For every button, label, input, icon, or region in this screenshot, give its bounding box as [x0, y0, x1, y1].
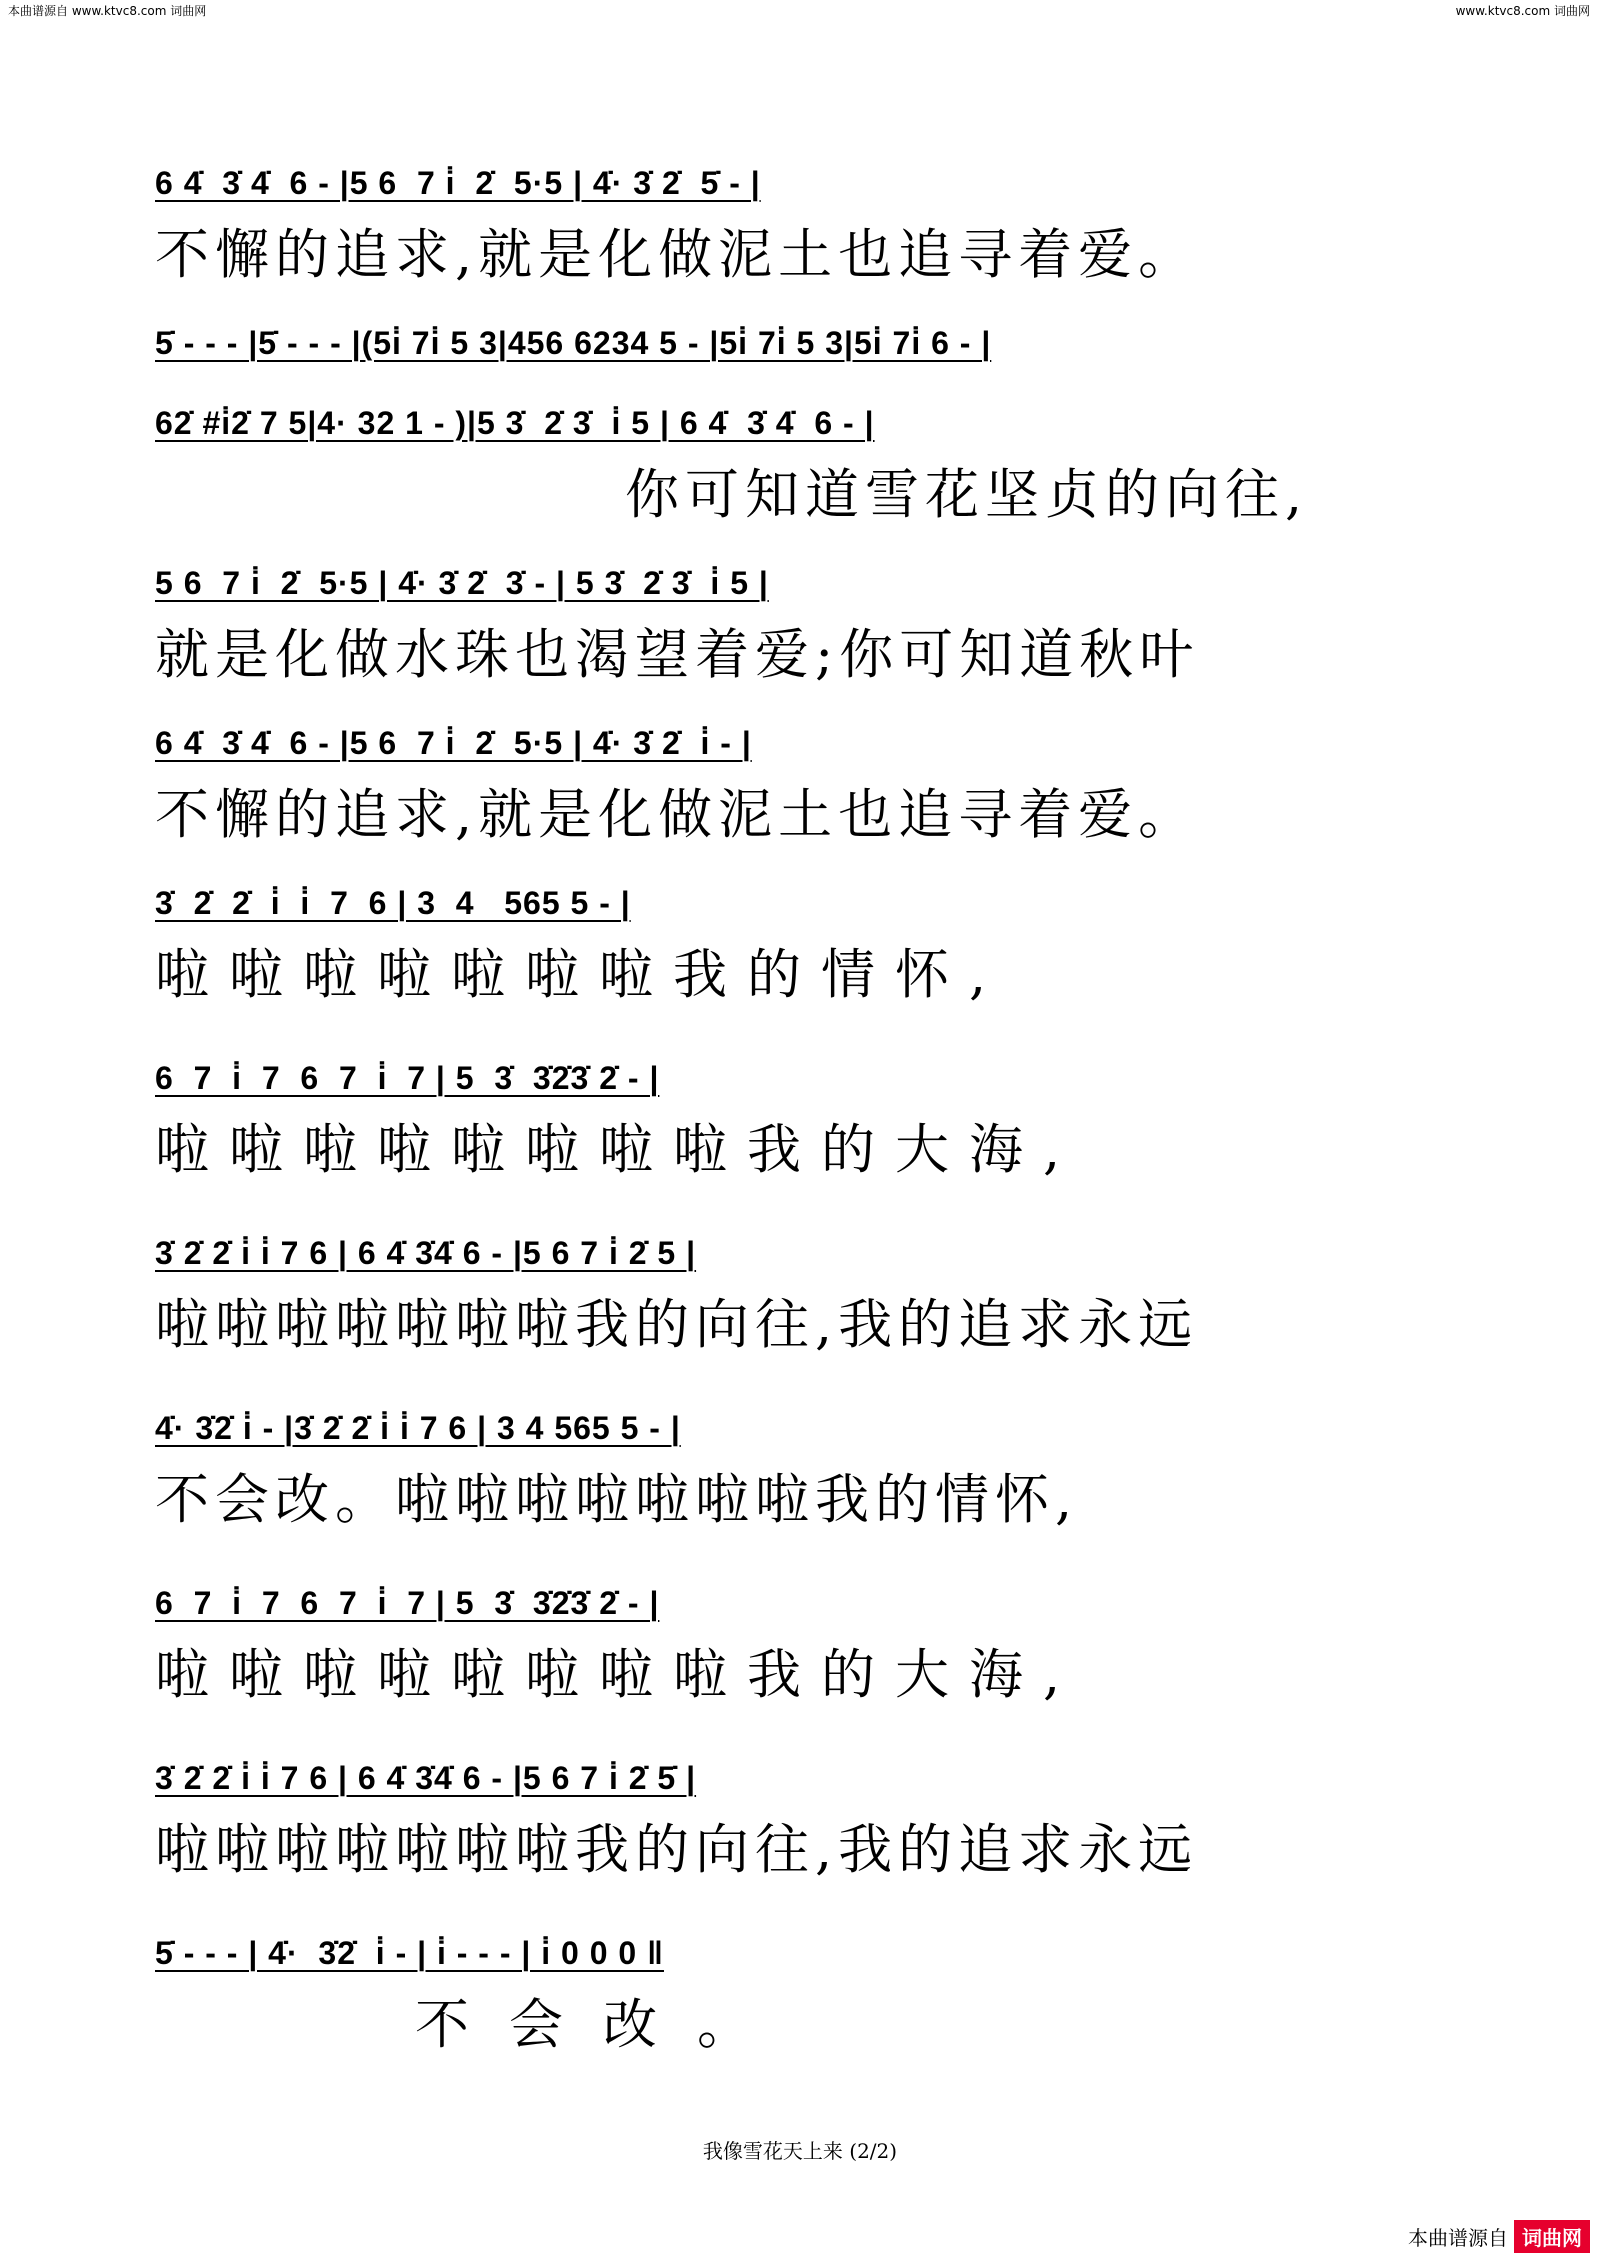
notation-line-8: 3̇ 2̇ 2̇ i̇ i̇ 7 6 | 6 4̇ 3̇4̇ 6 - |5 6 7 i̇ 2̇ 5 |: [155, 1235, 697, 1271]
notation-line-5: 6 4̇ 3̇ 4̇ 6 - |5 6 7 i̇ 2̇ 5·5 | 4̇· 3̇ 2̇ i̇ - |: [155, 725, 752, 761]
score-system-9: [155, 1395, 1455, 1570]
score-system-6: [155, 870, 1455, 1045]
header-left-text: 本曲谱源自 www.ktvc8.com 词曲网: [8, 4, 207, 18]
header-right-text: www.ktvc8.com 词曲网: [1455, 4, 1590, 18]
notation-line-6: 3̇ 2̇ 2̇ i̇ i̇ 7 6 | 3 4 565 5 - |: [155, 885, 631, 921]
notation-line-2: 5̇ - - - |5̇ - - - |(5i̇ 7i̇ 5 3|456 6234 5 - |5i̇ 7i̇ 5 3|5i̇ 7i̇ 6 - |: [155, 325, 992, 361]
page-footer-title: 我像雪花天上来 (2/2): [702, 2139, 898, 2163]
score-system-7: [155, 1045, 1455, 1220]
lyric-line-4: 就是化做水珠也渴望着爱;你可知道秋叶: [155, 623, 1200, 686]
notation-line-9: 4̇· 3̇2̇ i̇ - |3̇ 2̇ 2̇ i̇ i̇ 7 6 | 3 4 565 5 - |: [155, 1410, 681, 1446]
lyric-line-12: 不会改。: [415, 1993, 791, 2056]
score-system-12: [155, 1920, 1455, 2070]
lyric-line-11: 啦啦啦啦啦啦啦我的向往,我的追求永远: [155, 1818, 1199, 1881]
score-system-4: [155, 550, 1455, 710]
score-system-10: [155, 1570, 1455, 1745]
notation-line-3: 62̇ #i̇2̇ 7 5|4· 32 1 - )|5 3̇ 2̇ 3̇ i̇ 5 | 6 4̇ 3̇ 4̇ 6 - |: [155, 405, 875, 441]
lyric-line-1: 不懈的追求,就是化做泥土也追寻着爱。: [155, 223, 1199, 286]
lyric-line-9: 不会改。啦啦啦啦啦啦啦我的情怀,: [155, 1468, 1079, 1531]
brand-badge: 词曲网: [1514, 2220, 1590, 2253]
score-system-11: [155, 1745, 1455, 1920]
notation-line-1: 6 4̇ 3̇ 4̇ 6 - |5 6 7 i̇ 2̇ 5·5 | 4̇· 3̇ 2̇ 5̇ - |: [155, 165, 761, 201]
brand-text: 本曲谱源自: [1408, 2226, 1508, 2250]
notation-line-10: 6 7 i̇ 7 6 7 i̇ 7 | 5 3̇ 3̇2̇3̇ 2̇ - |: [155, 1585, 660, 1621]
score-system-8: [155, 1220, 1455, 1395]
lyric-line-8: 啦啦啦啦啦啦啦我的向往,我的追求永远: [155, 1293, 1199, 1356]
score-sheet: [155, 150, 1455, 2070]
lyric-line-5: 不懈的追求,就是化做泥土也追寻着爱。: [155, 783, 1199, 846]
lyric-line-3: 你可知道雪花坚贞的向往,: [625, 463, 1309, 526]
lyric-line-6: 啦啦啦啦啦啦啦我的情怀,: [155, 943, 1007, 1006]
score-system-3: [155, 390, 1455, 550]
notation-line-4: 5 6 7 i̇ 2̇ 5·5 | 4̇· 3̇ 2̇ 3̇ - | 5 3̇ 2̇ 3̇ i̇ 5 |: [155, 565, 769, 601]
lyric-line-10: 啦啦啦啦啦啦啦啦我的大海,: [155, 1643, 1081, 1706]
score-system-2: [155, 310, 1455, 390]
notation-line-7: 6 7 i̇ 7 6 7 i̇ 7 | 5 3̇ 3̇2̇3̇ 2̇ - |: [155, 1060, 660, 1096]
brand-logo[interactable]: [1408, 2220, 1590, 2253]
notation-line-12: 5̇ - - - | 4̇· 3̇2̇ i̇ - | i̇ - - - | i̇ 0 0 0 ‖: [155, 1935, 664, 1971]
notation-line-11: 3̇ 2̇ 2̇ i̇ i̇ 7 6 | 6 4̇ 3̇4̇ 6 - |5 6 7 i̇ 2̇ 5̇ |: [155, 1760, 697, 1796]
score-system-5: [155, 710, 1455, 870]
score-system-1: [155, 150, 1455, 310]
lyric-line-7: 啦啦啦啦啦啦啦啦我的大海,: [155, 1118, 1081, 1181]
